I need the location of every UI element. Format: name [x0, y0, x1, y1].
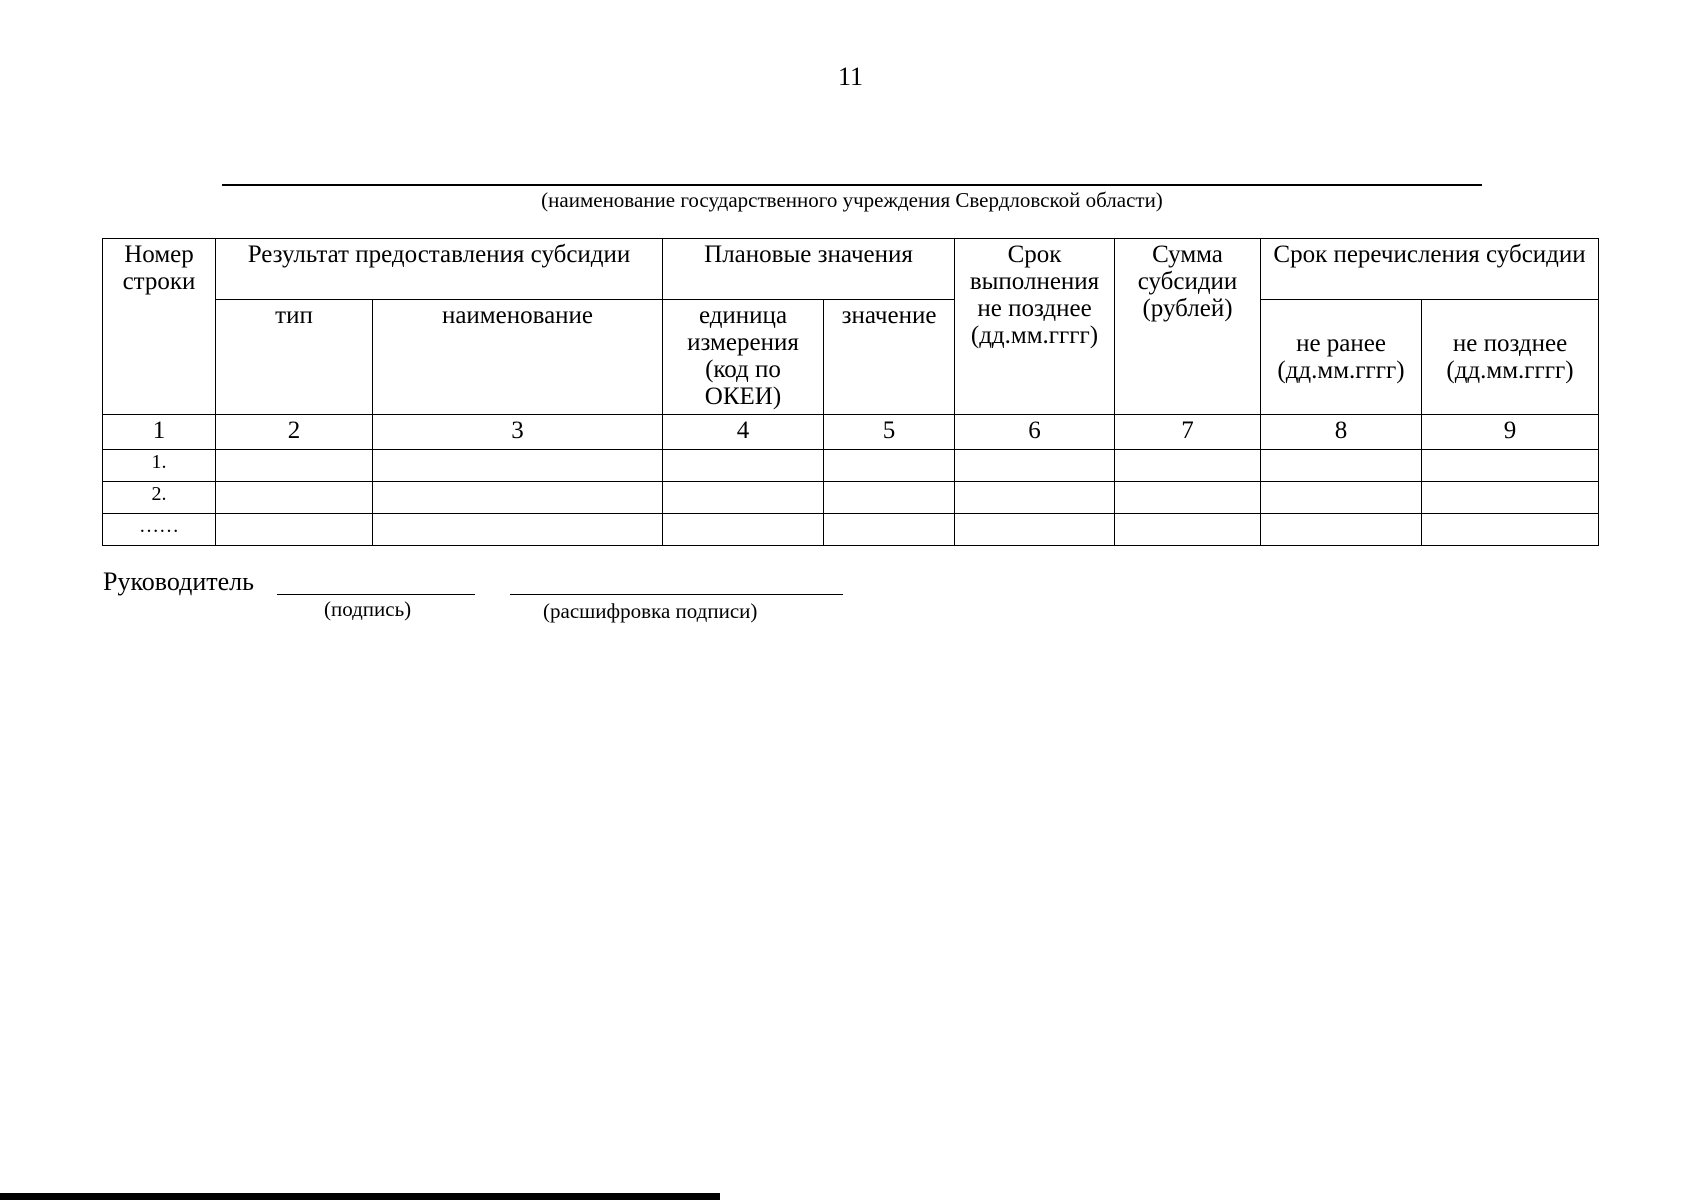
table-cell [663, 482, 824, 514]
table-cell [373, 514, 663, 546]
signature-caption: (подпись) [324, 597, 412, 621]
head-label: Руководитель [103, 567, 254, 596]
table-cell [1261, 450, 1422, 482]
row-label: …… [103, 514, 216, 546]
table-cell [663, 450, 824, 482]
table-cell [1115, 482, 1261, 514]
organization-caption: (наименование государственного учреждения Свердловской области) [541, 188, 1163, 212]
header-subsidy-sum: Сумма субсидии (рублей) [1115, 239, 1261, 415]
table-row [103, 450, 1599, 482]
column-number-row [103, 415, 1599, 450]
table-cell [373, 482, 663, 514]
column-number: 4 [663, 415, 824, 450]
column-number: 3 [373, 415, 663, 450]
table-cell [1422, 482, 1599, 514]
table-cell [955, 514, 1115, 546]
header-row-number: Номер строки [103, 239, 216, 415]
column-number: 1 [103, 415, 216, 450]
table-cell [824, 514, 955, 546]
row-label: 2. [103, 482, 216, 514]
header-name: наименование [373, 300, 663, 415]
header-planned-values: Плановые значения [663, 239, 955, 300]
column-number: 7 [1115, 415, 1261, 450]
table-cell [1115, 514, 1261, 546]
column-number: 2 [216, 415, 373, 450]
header-not-earlier: не ранее (дд.мм.гггг) [1261, 300, 1422, 415]
table-cell [1115, 450, 1261, 482]
page-number: 11 [837, 62, 864, 91]
table-cell [1422, 450, 1599, 482]
row-label: 1. [103, 450, 216, 482]
header-not-later: не позднее (дд.мм.гггг) [1422, 300, 1599, 415]
table-cell [824, 450, 955, 482]
header-result: Результат предоставления субсидии [216, 239, 663, 300]
scan-edge-bar [0, 1193, 720, 1200]
subsidy-results-table [102, 238, 1599, 546]
table-cell [955, 450, 1115, 482]
signature-line [277, 594, 475, 595]
table-row [103, 514, 1599, 546]
header-value: значение [824, 300, 955, 415]
column-number: 6 [955, 415, 1115, 450]
column-number: 8 [1261, 415, 1422, 450]
table-cell [1422, 514, 1599, 546]
table-cell [1261, 514, 1422, 546]
table-row [103, 482, 1599, 514]
column-number: 5 [824, 415, 955, 450]
table-cell [1261, 482, 1422, 514]
header-unit: единица измерения (код по ОКЕИ) [663, 300, 824, 415]
signature-decoding-caption: (расшифровка подписи) [543, 599, 758, 623]
table-cell [216, 482, 373, 514]
table-cell [663, 514, 824, 546]
table-cell [955, 482, 1115, 514]
table-cell [824, 482, 955, 514]
table-cell [373, 450, 663, 482]
table-cell [216, 514, 373, 546]
header-transfer-period: Срок перечисления субсидии [1261, 239, 1599, 300]
header-deadline: Срок выполнения не позднее (дд.мм.гггг) [955, 239, 1115, 415]
column-number: 9 [1422, 415, 1599, 450]
signature-decoding-line [510, 594, 843, 595]
header-type: тип [216, 300, 373, 415]
organization-name-line [222, 184, 1482, 186]
table-cell [216, 450, 373, 482]
